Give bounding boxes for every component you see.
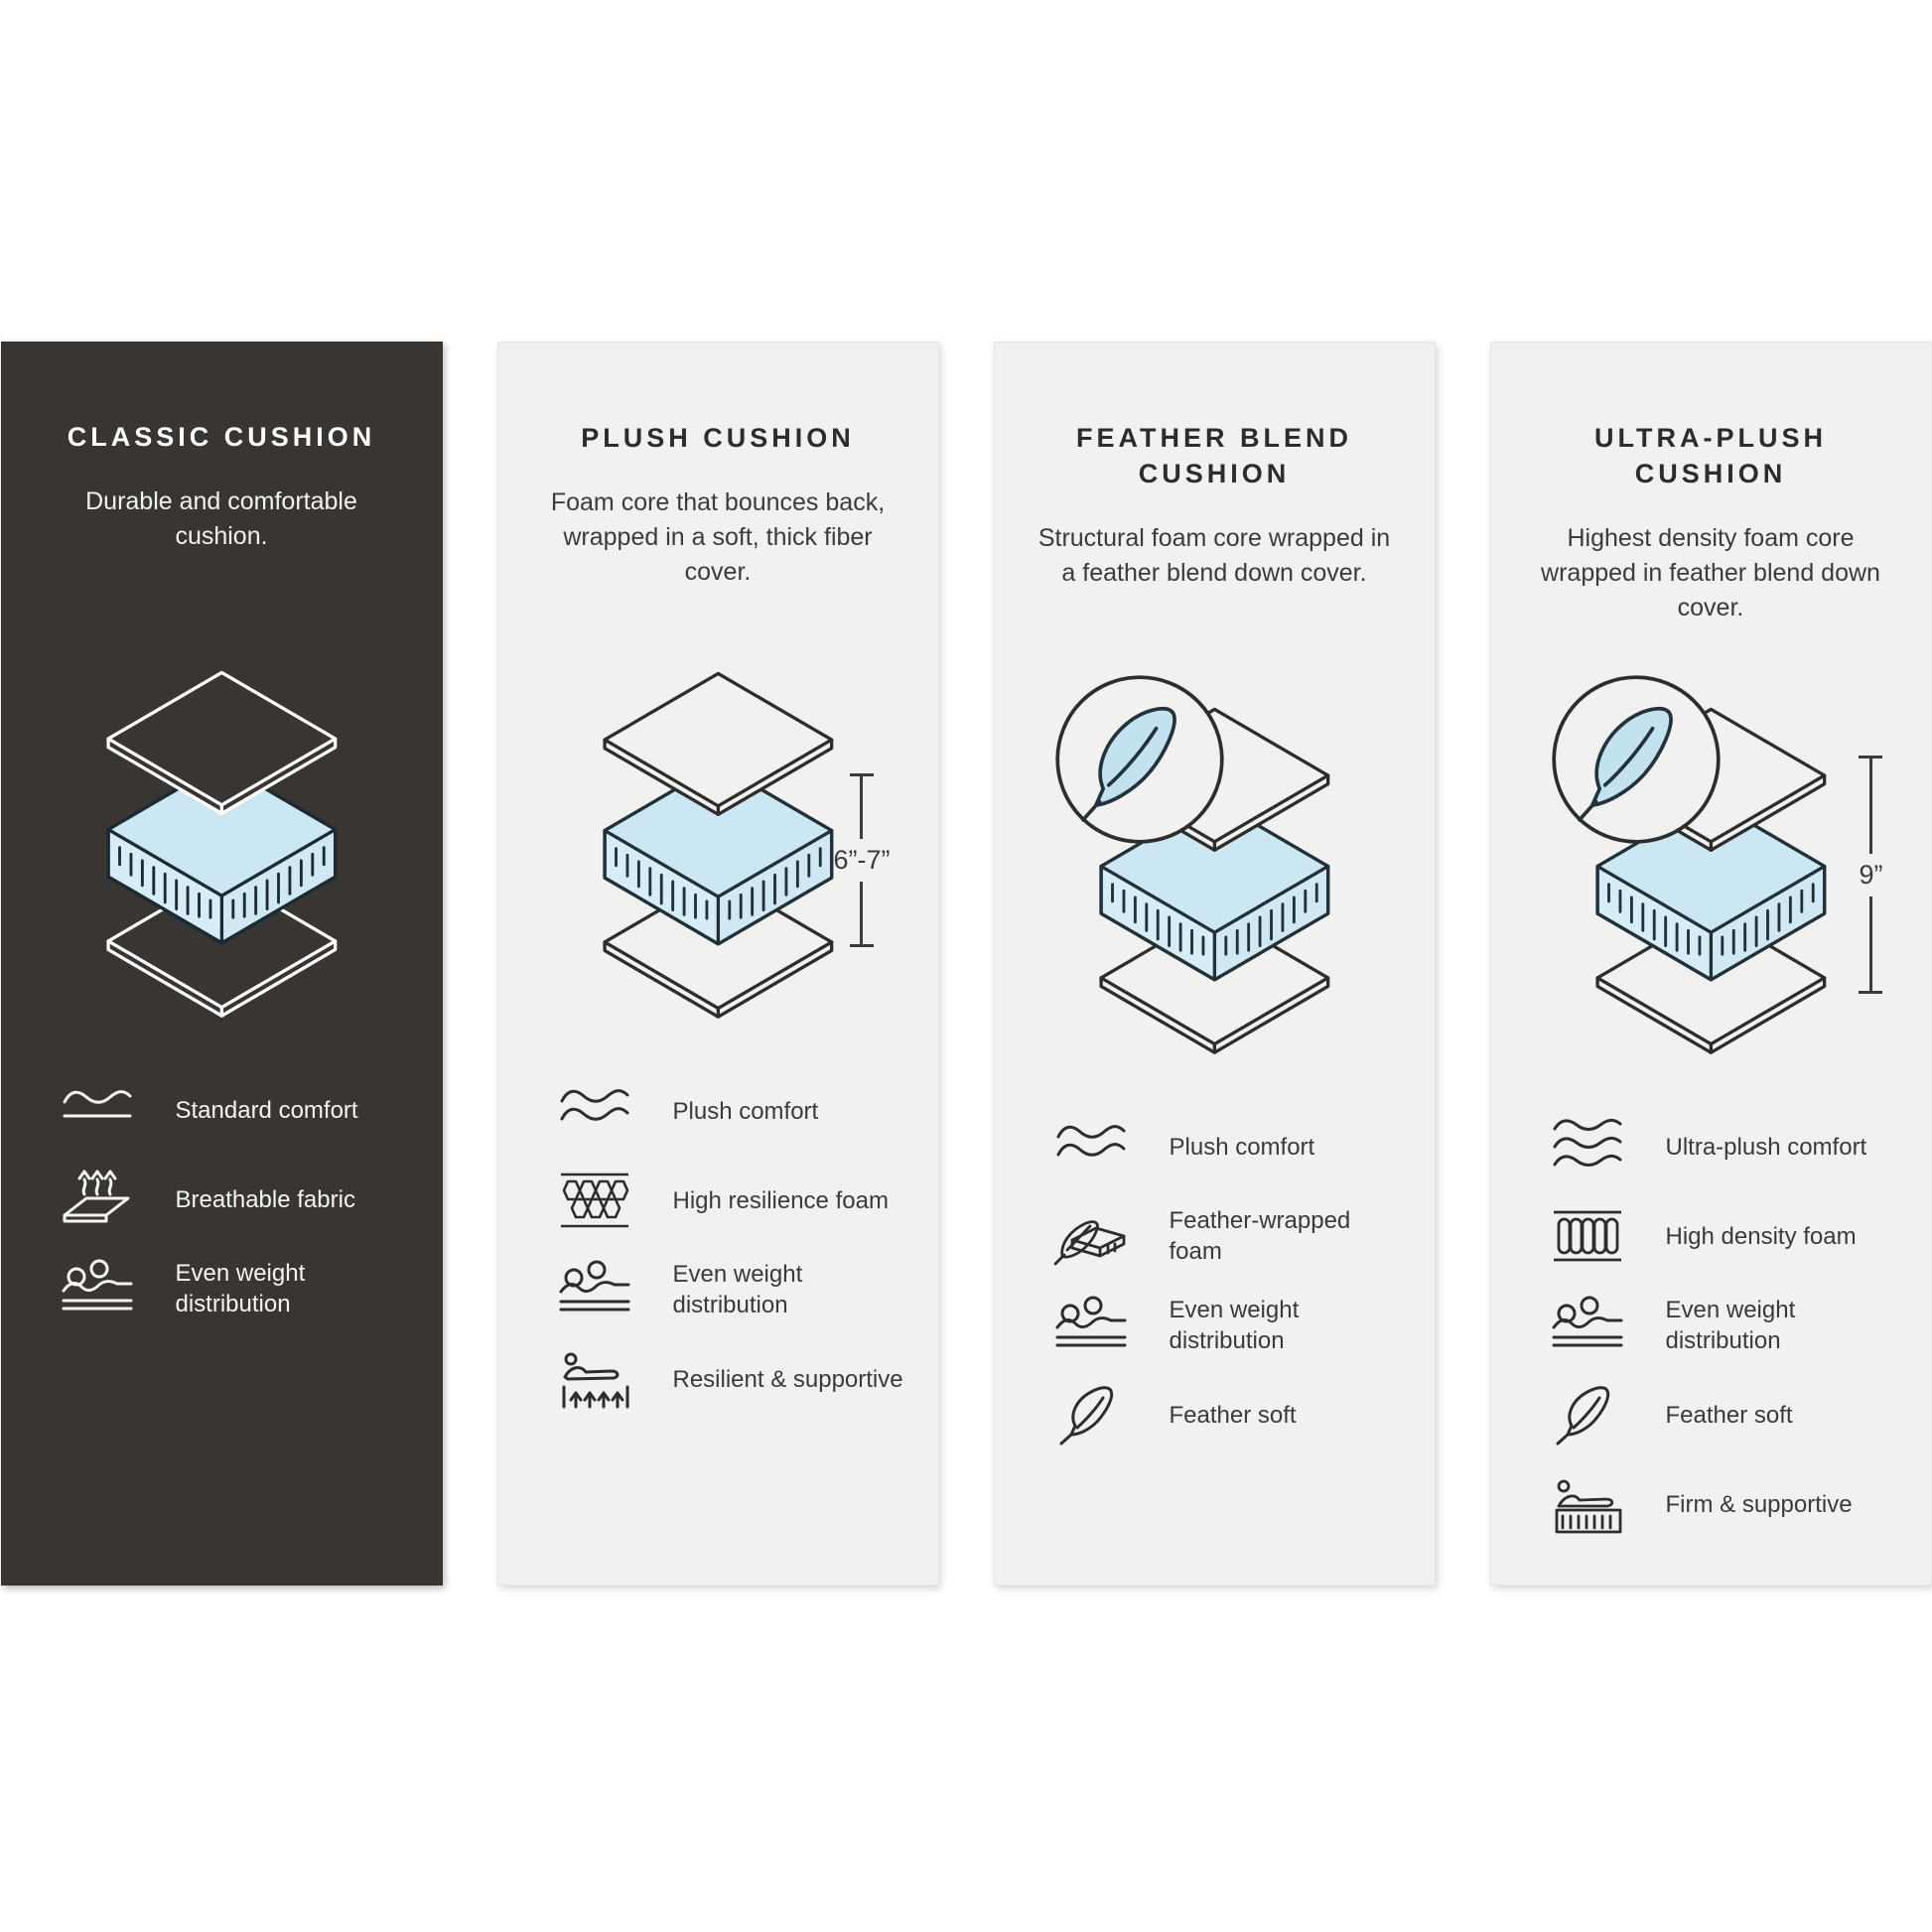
honeycomb-foam-icon — [554, 1169, 637, 1232]
feather-icon — [1050, 1383, 1134, 1447]
feature-row — [554, 1258, 910, 1321]
feature-label: Ultra-plush comfort — [1665, 1133, 1867, 1161]
feature-row — [57, 1078, 415, 1142]
feature-row — [1050, 1115, 1407, 1178]
feature-list — [29, 1078, 415, 1346]
cushion-layers-illustration — [567, 662, 870, 1020]
feature-label: High density foam — [1665, 1222, 1857, 1250]
feature-row — [554, 1169, 910, 1232]
panel-feather-blend-cushion — [994, 342, 1436, 1586]
comfort-wave-icon — [57, 1078, 140, 1142]
feature-label: Even weight distribution — [1169, 1297, 1300, 1354]
feature-label: Even weight distribution — [175, 1260, 306, 1317]
feature-row — [554, 1347, 910, 1411]
feature-row — [1547, 1294, 1903, 1357]
feature-label: Plush comfort — [672, 1097, 819, 1125]
panel-description: Durable and comfortable cushion. — [85, 487, 357, 550]
even-weight-icon — [554, 1258, 637, 1321]
even-weight-icon — [57, 1257, 140, 1320]
feature-label: Standard comfort — [175, 1096, 358, 1124]
cushion-diagram — [29, 643, 415, 1040]
measurement-indicator — [1859, 756, 1882, 994]
cushion-diagram — [1023, 680, 1407, 1077]
feature-label: Plush comfort — [1169, 1133, 1315, 1161]
feature-row — [1547, 1383, 1903, 1447]
measure-bottom-cap — [1859, 991, 1882, 994]
panel-row — [0, 342, 1932, 1586]
feature-label: Feather-wrapped foam — [1169, 1207, 1351, 1265]
measure-line — [860, 776, 863, 839]
feature-label: Feather soft — [1169, 1401, 1297, 1429]
comfort-waves-icon — [1050, 1115, 1134, 1178]
panel-plush-cushion — [497, 342, 939, 1586]
feather-badge — [1545, 668, 1727, 851]
feature-row — [57, 1168, 415, 1231]
panel-ultra-plush-cushion — [1490, 342, 1932, 1586]
measure-bottom-cap — [850, 944, 874, 947]
panel-title: FEATHER BLEND CUSHION — [1076, 423, 1352, 488]
feature-row — [1547, 1204, 1903, 1268]
feather-badge — [1048, 668, 1231, 851]
even-weight-icon — [1547, 1294, 1630, 1357]
panel-description: Highest density foam core wrapped in feather blend down cover. — [1541, 524, 1880, 621]
cushion-diagram — [1519, 680, 1903, 1077]
feature-label: Firm & supportive — [1665, 1490, 1853, 1518]
feature-label: Even weight distribution — [1665, 1297, 1796, 1354]
feature-row — [554, 1079, 910, 1143]
feature-row — [1050, 1204, 1407, 1268]
feature-row — [57, 1257, 415, 1320]
feature-row — [1050, 1383, 1407, 1447]
feather-icon — [1547, 1383, 1630, 1447]
panel-title: ULTRA-PLUSH CUSHION — [1594, 423, 1827, 488]
feature-list — [526, 1079, 910, 1437]
panel-classic-cushion — [1, 342, 443, 1586]
breathable-fabric-icon — [57, 1168, 140, 1231]
feature-label: Even weight distribution — [672, 1261, 803, 1318]
feature-list — [1519, 1115, 1903, 1562]
feature-label: Resilient & supportive — [672, 1365, 903, 1393]
feature-row — [1050, 1294, 1407, 1357]
feature-label: High resilience foam — [672, 1186, 889, 1214]
firm-support-icon — [1547, 1472, 1630, 1536]
feature-row — [1547, 1115, 1903, 1178]
high-density-foam-icon — [1547, 1204, 1630, 1268]
feature-label: Breathable fabric — [175, 1185, 355, 1213]
triple-wave-icon — [1547, 1115, 1630, 1178]
feature-label: Feather soft — [1665, 1401, 1793, 1429]
panel-title: PLUSH CUSHION — [581, 423, 855, 453]
comfort-waves-icon — [554, 1079, 637, 1143]
even-weight-icon — [1050, 1294, 1134, 1357]
measurement-label: 9” — [1859, 859, 1883, 890]
cushion-layers-illustration — [70, 661, 373, 1019]
panel-description: Structural foam core wrapped in a feather blend down cover. — [1037, 524, 1391, 587]
measure-line — [860, 882, 863, 944]
measurement-label: 6”-7” — [833, 845, 891, 875]
feature-row — [1547, 1472, 1903, 1536]
feather-wrapped-foam-icon — [1050, 1204, 1134, 1268]
panel-title: CLASSIC CUSHION — [67, 422, 376, 452]
cushion-diagram — [526, 644, 910, 1041]
feature-list — [1023, 1115, 1407, 1472]
measure-line — [1869, 759, 1872, 854]
resilient-support-icon — [554, 1347, 637, 1411]
panel-description: Foam core that bounces back, wrapped in a soft, thick fiber cover. — [550, 488, 886, 586]
measure-line — [1869, 897, 1872, 992]
measurement-indicator — [833, 773, 890, 947]
